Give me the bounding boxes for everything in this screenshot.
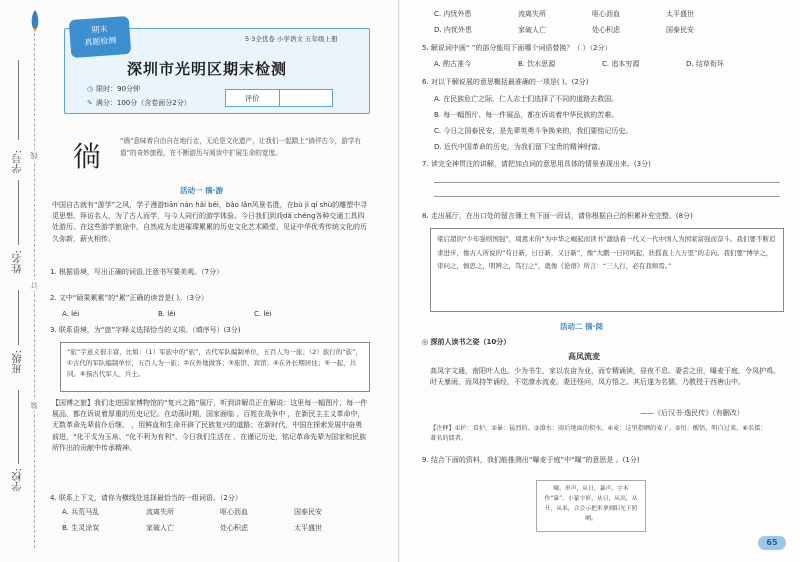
question-2: 2. 文中“硕果累累”的“累”正确的读音是( )。（3分） <box>50 294 209 302</box>
q4-row1-w4: 国泰民安 <box>294 508 322 516</box>
q4-row4-w4: 国泰民安 <box>666 26 694 34</box>
q7-answer-line-2[interactable] <box>434 196 780 197</box>
q4-row1-w2: 流离失所 <box>146 508 174 516</box>
full-score: ✎ 满分：100分（含卷面分2分） <box>87 99 191 107</box>
q4-row-1[interactable] <box>62 508 368 517</box>
q4-row1-w1: A. 兵荒马乱 <box>62 508 100 516</box>
series-label: 5·3全优卷 小学语文 五年级上册 <box>245 35 338 43</box>
q4-row-2[interactable] <box>62 524 368 533</box>
question-6: 6. 对以下解说展的意思概括最准确的一项是( )。(2分) <box>422 78 589 86</box>
q3-box-line-1: “旅”字意义很丰富，比如：（1）军旅中的“旅”，古代军队编制单位，五百人为一旅；（2）旅行的“旅”， <box>67 348 362 356</box>
q4-row2-w4: 太平盛世 <box>294 524 322 532</box>
annotation-notes: 【注释】①护：看护。②暴：猛烈的。③潦水：雨后地面的积水。④麦：这里指晒的麦子。⑤悟：醒悟，明白过来。⑥名儒：著名的儒者。 <box>430 425 767 442</box>
q4-row4-w3: 处心积虑 <box>592 26 620 34</box>
question-5: 5. 解说词中画“ ”的部分能用下面哪个词语替换？（ ）（2分） <box>422 44 612 52</box>
question-9: 9. 结合下面的资料，我们能推测出“曝麦于庭”中“曝”的意思是 。(1分) <box>422 456 640 464</box>
q4-row2-w2: 家破人亡 <box>146 524 174 532</box>
q8-message-box[interactable]: 梁启超的“少年强则国强”，周恩来的“为中华之崛起而读书”激励着一代又一代中国人为国家富强而奋斗。我们要不断追求进步，像古人所说的“苟日新，日日新，又日新”，像“大鹏一日同风起，扶摇直上九万里”的志向。我们要“博学之，审问之，慎思之，明辨之，笃行之”，就像《论语》所言：“三人行，必有我师焉。” <box>430 228 784 312</box>
text-source: ——《后汉书·逸民传》（有删改） <box>640 409 744 417</box>
q4-row3-w3: 呕心沥血 <box>592 10 620 18</box>
activity-1-heading: 活动一 徜·游 <box>180 186 223 195</box>
badge-line-2: 真题检测 <box>84 35 117 48</box>
question-7: 7. 读完全神贯注的讲解，请把加点词的意思用具体的情景表现出来。(3分) <box>422 160 651 168</box>
q2-option-b[interactable]: B. lěi <box>158 310 176 318</box>
q6-option-d[interactable]: D. 近代中国革命的历史，为我们留下宝贵的精神财富。 <box>434 143 605 151</box>
question-3: 3. 联系语境，为“旅”字释义选择恰当的义项。（填序号）(3分) <box>50 326 241 334</box>
passage-text <box>52 200 368 245</box>
binding-mark-3: 装 <box>30 402 38 409</box>
score-box[interactable] <box>225 89 333 107</box>
question-8: 8. 走出展厅，在出口处的留言簿上有下面一段话，请你根据自己的积累补充完整。(8分) <box>422 212 693 220</box>
q6-option-b[interactable]: B. 每一幅图片、每一件展品，都在诉说着中华民族的苦难。 <box>434 111 619 119</box>
q5-option-a[interactable]: A. 酌古准今 <box>434 60 472 68</box>
classical-text: 高凤字文通，南阳叶人也。少为书生，家以农亩为业，而专精诵读，昼夜不息。妻尝之田，曝麦于庭，令凤护鸡。时天暴雨，而凤持竿诵经，不觉潦水流麦。妻还怪问，凤方悟之。其后遂为名儒，乃教授于西唐山中。 <box>430 367 780 387</box>
q5-option-b[interactable]: B. 饮水思源 <box>518 60 556 68</box>
question-3-box <box>60 342 370 392</box>
guobo-passage: 【国博之旅】我们走进国家博物馆的“复兴之路”展厅，听到讲解员正在解说：这里每一幅图片，每一件展品，都在诉说着厚重的历史记忆。在动荡时期，国家面临 ，百姓在战争中 ，在新民主主义革命中，无数革命先辈前仆后继， ，用鲜血和生命开辟了民族复兴的道路；在新时代，中国在探索发展中奋勇前进，“化干戈为玉帛、“化不利为有利”，今日我们生活在 ，在谨记历史，铭记革命先辈为国家和民族所作出的贡献中传承精神。 <box>52 399 368 452</box>
binding-margin <box>0 0 44 562</box>
name-label: 姓名: <box>13 250 24 274</box>
school-write-line[interactable] <box>18 390 19 464</box>
dictionary-box: 曝，形声，从日，暴声。字本作“暴”，小篆字形，从日，从出，从廾，从米，合会示把米拿到阳光下照晒。 <box>536 480 646 532</box>
score-label: 评价 <box>226 90 280 106</box>
class-write-line[interactable] <box>18 290 19 345</box>
exam-badge <box>69 16 132 58</box>
time-limit: ◷ 限时：90分钟 <box>87 85 141 93</box>
binding-mark-2: 订 <box>30 282 38 289</box>
passage-body: 中国自古就有“游学”之风，学子漫游tiān nán hǎi běi，bǎo lǎn风景名胜，在bù jì qí shù的雕塑中寻觅思想，拜访名人，为了古人而学，与今人同行的游学体验。今日我们到戏dǎ chéng各种交通工具四处游历。在这些游学旅途中，自然成为走进璀璨累累的历史文化艺术殿堂，见证中华优秀传统文化的历久弥新，薪火相传。 <box>52 201 368 243</box>
q4-row2-w3: 处心积虑 <box>220 524 248 532</box>
q4-row-3[interactable] <box>434 10 740 19</box>
badge-line-1: 期末 <box>91 24 108 35</box>
score-value[interactable] <box>280 90 333 106</box>
name-write-line[interactable] <box>18 180 19 245</box>
q6-option-c[interactable]: C. 今日之国泰民安，是先辈英勇斗争换来的，我们要铭记历史。 <box>434 127 633 135</box>
q7-answer-line-1[interactable] <box>434 182 780 183</box>
right-page <box>400 0 800 562</box>
q3-box-line-2: ①古代的军队编制单位，五百人为一旅；②在外地做客；③旅馆、宾馆；④在外长期居住；⑤一起，共同。⑥指古代军人、兵士。 <box>67 359 357 379</box>
id-label: 学号: <box>13 150 24 174</box>
q2-option-a[interactable]: A. léi <box>62 310 80 318</box>
activity-2-heading: 活动二 徜·阅 <box>560 322 603 331</box>
page-number: 65 <box>758 536 786 550</box>
q2-option-c[interactable]: C. lèi <box>254 310 272 318</box>
q5-option-d[interactable]: D. 结草衔环 <box>686 60 724 68</box>
question-5-options <box>434 60 770 69</box>
q4-row3-w1: C. 内忧外患 <box>434 10 472 18</box>
question-2-options <box>62 310 350 319</box>
q6-option-a[interactable]: A. 在民族危亡之际，仁人志士们选择了不同的道路去救国。 <box>434 95 619 103</box>
q4-row3-w2: 流离失所 <box>518 10 546 18</box>
exam-title: 深圳市光明区期末检测 <box>127 60 288 78</box>
q4-row4-w2: 家破人亡 <box>518 26 546 34</box>
q5-option-c[interactable]: C. 追本穷源 <box>602 60 640 68</box>
q4-row3-w4: 太平盛世 <box>666 10 694 18</box>
rocket-icon <box>30 10 40 36</box>
binding-mark-1: 线 <box>30 152 38 159</box>
q4-row4-w1: D. 内忧外患 <box>434 26 472 34</box>
clock-icon: ◷ <box>87 85 94 93</box>
section-heading: ◎ 探前人读书之姿（10分） <box>422 338 511 346</box>
q4-row-4[interactable] <box>434 26 740 35</box>
featured-character: 徜 <box>72 140 101 173</box>
pencil-icon: ✎ <box>87 99 93 107</box>
poem-title: 高凤流麦 <box>568 352 600 361</box>
id-write-line[interactable] <box>18 60 19 140</box>
q4-row1-w3: 呕心沥血 <box>220 508 248 516</box>
school-label: 学校: <box>13 468 24 492</box>
question-4: 4. 联系上下文，请你为横线处选择最恰当的一组词语。（2分） <box>50 494 242 502</box>
q4-row2-w1: B. 生灵涂炭 <box>62 524 100 532</box>
intro-text: “徜”意味着自由自在地行走，无论是文化遗产，让我们一起踏上“徜徉古今，游学有道”的奇妙旅程，在不断游历与阅读中扩展生命的宽度。 <box>120 137 362 157</box>
question-1: 1. 根据语境，写出正确的词语,注意书写要美观。（7分） <box>50 268 224 276</box>
class-label: 班级: <box>13 350 24 374</box>
